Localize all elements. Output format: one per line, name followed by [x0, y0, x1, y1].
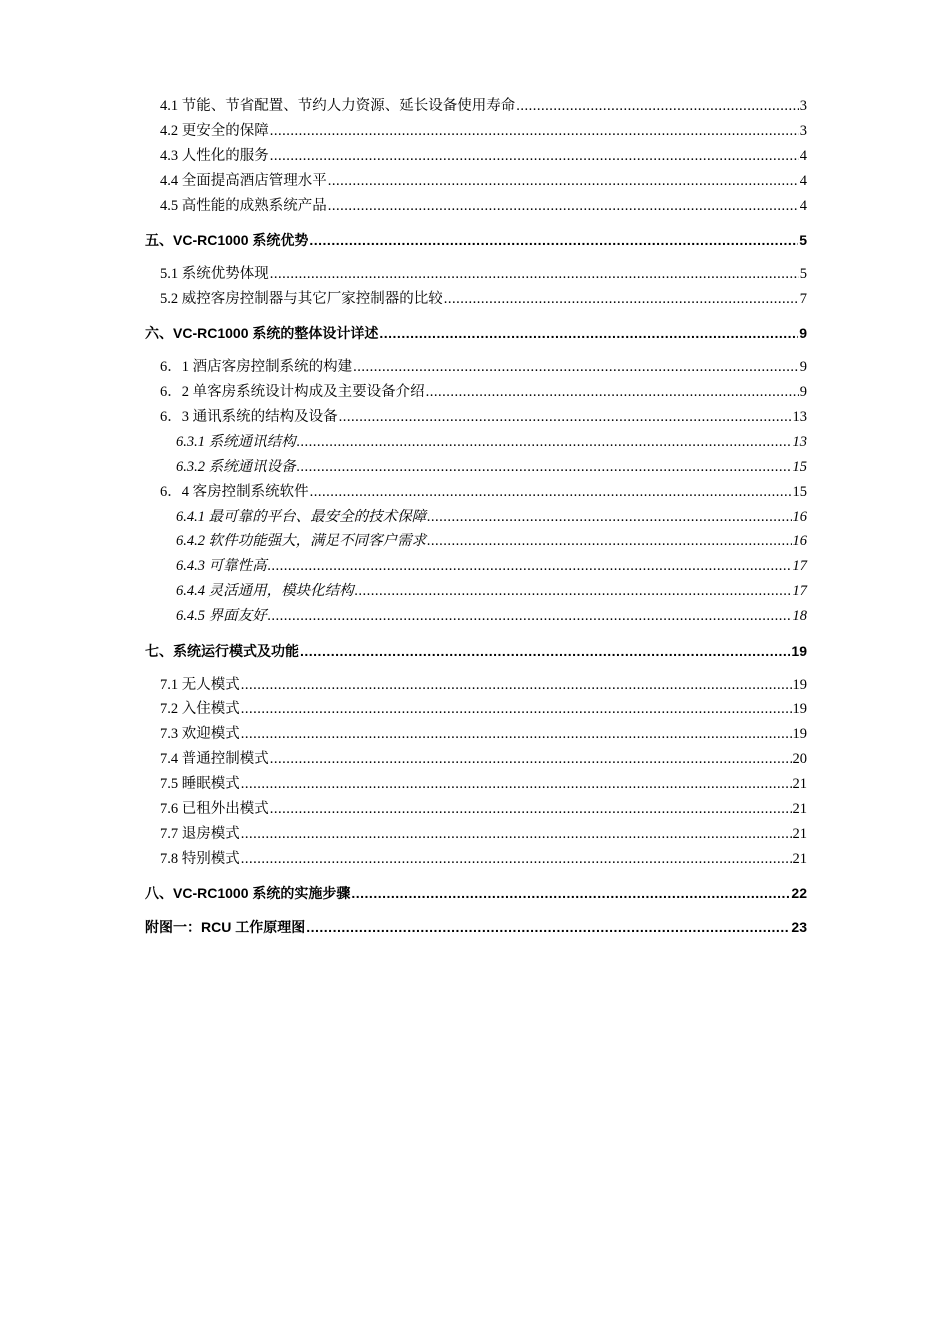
toc-chapter-title: 七、系统运行模式及功能: [145, 642, 299, 659]
toc-page-number: 16: [792, 533, 807, 550]
toc-leader-dots: [309, 228, 798, 253]
toc-entry-5-2[interactable]: [145, 287, 807, 312]
toc-leader-dots: [270, 262, 799, 287]
toc-leader-dots: [268, 604, 792, 629]
toc-entry-title: 6．4 客房控制系统软件: [160, 483, 309, 500]
toc-page-number: 19: [792, 726, 807, 743]
toc-entry-title: 6.4.4 灵活通用，模块化结构: [176, 583, 354, 600]
toc-entry-title: 7.8 特别模式: [160, 850, 240, 867]
toc-page-number: 4: [799, 197, 807, 214]
toc-entry-title: 5.2 威控客房控制器与其它厂家控制器的比较: [160, 290, 443, 307]
toc-chapter-title: 八、VC-RC1000 系统的实施步骤: [145, 885, 351, 902]
toc-entry-title: 7.2 入住模式: [160, 701, 240, 718]
toc-chapter-title: 五、VC-RC1000 系统优势: [145, 231, 309, 248]
toc-page-number: 19: [791, 642, 807, 659]
toc-entry-title: 4.2 更安全的保障: [160, 122, 269, 139]
toc-entry-title: 6．3 通讯系统的结构及设备: [160, 409, 338, 426]
toc-page-number: 20: [792, 751, 807, 768]
toc-entry-4-3[interactable]: [145, 144, 807, 169]
toc-leader-dots: [379, 321, 798, 346]
toc-page-number: 15: [792, 458, 807, 475]
toc-entry-7-3[interactable]: [145, 722, 807, 747]
toc-page-number: 21: [792, 800, 807, 817]
toc-leader-dots: [241, 772, 792, 797]
toc-entry-title: 6.3.2 系统通讯设备: [176, 458, 296, 475]
spacer: [145, 252, 807, 262]
toc-entry-title: 4.5 高性能的成熟系统产品: [160, 197, 327, 214]
toc-entry-title: 6．1 酒店客房控制系统的构建: [160, 359, 353, 376]
toc-entry-6-3-1[interactable]: [145, 430, 807, 455]
toc-page-number: 5: [799, 231, 807, 248]
toc-entry-7-8[interactable]: [145, 847, 807, 872]
toc-leader-dots: [516, 94, 799, 119]
toc-entry-title: 4.3 人性化的服务: [160, 147, 269, 164]
toc-leader-dots: [339, 405, 792, 430]
toc-entry-4-5[interactable]: [145, 194, 807, 219]
toc-entry-title: 4.1 节能、节省配置、节约人力资源、延长设备使用寿命: [160, 98, 516, 114]
toc-chapter-title: 六、VC-RC1000 系统的整体设计详述: [145, 325, 379, 342]
toc-leader-dots: [241, 673, 792, 698]
toc-leader-dots: [328, 169, 799, 194]
toc-entry-6-4-3[interactable]: [145, 554, 807, 579]
toc-entry-title: 4.4 全面提高酒店管理水平: [160, 172, 327, 189]
toc-entry-title: 7.3 欢迎模式: [160, 726, 240, 743]
toc-leader-dots: [427, 529, 791, 554]
spacer: [145, 346, 807, 356]
toc-page-number: 16: [792, 508, 807, 525]
toc-entry-title: 6.4.3 可靠性高: [176, 558, 267, 575]
toc-page-number: 13: [792, 409, 807, 426]
toc-entry-6-4-2[interactable]: [145, 529, 807, 554]
toc-entry-6-3[interactable]: [145, 405, 807, 430]
toc-leader-dots: [353, 355, 799, 380]
toc-entry-7-7[interactable]: [145, 822, 807, 847]
toc-entry-title: 6.4.1 最可靠的平台、最安全的技术保障: [176, 508, 427, 525]
toc-leader-dots: [444, 287, 799, 312]
toc-page-number: 22: [791, 885, 807, 902]
toc-entry-6-4-4[interactable]: [145, 579, 807, 604]
toc-leader-dots: [241, 722, 792, 747]
toc-leader-dots: [270, 747, 792, 772]
toc-page-number: 4: [799, 147, 807, 164]
toc-leader-dots: [427, 505, 791, 530]
toc-entry-7-4[interactable]: [145, 747, 807, 772]
toc-entry-title: 5.1 系统优势体现: [160, 265, 269, 282]
toc-page-number: 9: [799, 384, 807, 401]
toc-entry-6-4-5[interactable]: [145, 604, 807, 629]
toc-leader-dots: [426, 380, 799, 405]
toc-leader-dots: [297, 455, 792, 480]
toc-page-number: 21: [792, 776, 807, 793]
toc-entry-7-6[interactable]: [145, 797, 807, 822]
toc-leader-dots: [270, 144, 799, 169]
toc-chapter-8[interactable]: [145, 881, 807, 906]
toc-leader-dots: [241, 697, 792, 722]
toc-page-number: 5: [799, 265, 807, 282]
table-of-contents: [145, 94, 807, 940]
toc-page-number: 19: [792, 701, 807, 718]
toc-page-number: 15: [792, 483, 807, 500]
toc-entry-title: 7.6 已租外出模式: [160, 800, 269, 817]
toc-page-number: 17: [792, 583, 807, 600]
toc-chapter-6[interactable]: [145, 321, 807, 346]
toc-page-number: 19: [792, 676, 807, 693]
toc-leader-dots: [270, 119, 799, 144]
toc-entry-5-1[interactable]: [145, 262, 807, 287]
toc-page-number: 17: [792, 558, 807, 575]
toc-entry-title: 6．2 单客房系统设计构成及主要设备介绍: [160, 384, 425, 401]
toc-leader-dots: [270, 797, 792, 822]
toc-page-number: 18: [792, 608, 807, 625]
toc-chapter-5[interactable]: [145, 228, 807, 253]
toc-chapter-7[interactable]: [145, 639, 807, 664]
toc-leader-dots: [306, 915, 790, 940]
toc-entry-6-1[interactable]: [145, 355, 807, 380]
toc-page-number: 7: [799, 290, 807, 307]
toc-page-number: 3: [799, 122, 807, 139]
toc-entry-title: 7.5 睡眠模式: [160, 776, 240, 793]
toc-entry-7-5[interactable]: [145, 772, 807, 797]
toc-leader-dots: [241, 822, 792, 847]
toc-leader-dots: [328, 194, 799, 219]
toc-entry-6-4-1[interactable]: [145, 505, 807, 530]
toc-entry-title: 6.3.1 系统通讯结构: [176, 433, 296, 450]
toc-entry-4-4[interactable]: [145, 169, 807, 194]
toc-entry-7-1[interactable]: [145, 673, 807, 698]
toc-chapter-title: 附图一：RCU 工作原理图: [145, 919, 306, 936]
toc-leader-dots: [351, 881, 790, 906]
toc-leader-dots: [310, 480, 792, 505]
toc-page-number: 23: [791, 919, 807, 936]
toc-entry-6-4[interactable]: [145, 480, 807, 505]
toc-appendix-1[interactable]: [145, 915, 807, 940]
toc-leader-dots: [268, 554, 792, 579]
toc-page-number: 9: [799, 359, 807, 376]
toc-entry-6-3-2[interactable]: [145, 455, 807, 480]
toc-entry-title: 6.4.2 软件功能强大，满足不同客户需求: [176, 533, 427, 550]
toc-page-number: 21: [792, 850, 807, 867]
toc-leader-dots: [355, 579, 792, 604]
toc-entry-title: 7.7 退房模式: [160, 825, 240, 842]
toc-leader-dots: [297, 430, 792, 455]
toc-entry-title: 7.1 无人模式: [160, 676, 240, 693]
toc-entry-7-2[interactable]: [145, 697, 807, 722]
toc-page-number: 13: [792, 433, 807, 450]
toc-leader-dots: [300, 639, 790, 664]
toc-entry-4-1[interactable]: [145, 94, 807, 119]
toc-page-number: 4: [799, 172, 807, 189]
toc-entry-6-2[interactable]: [145, 380, 807, 405]
toc-page-number: 21: [792, 825, 807, 842]
toc-page-number: 3: [799, 98, 807, 114]
toc-leader-dots: [241, 847, 792, 872]
toc-entry-title: 6.4.5 界面友好: [176, 608, 267, 625]
spacer: [145, 663, 807, 673]
toc-page-number: 9: [799, 325, 807, 342]
toc-entry-4-2[interactable]: [145, 119, 807, 144]
toc-entry-title: 7.4 普通控制模式: [160, 751, 269, 768]
